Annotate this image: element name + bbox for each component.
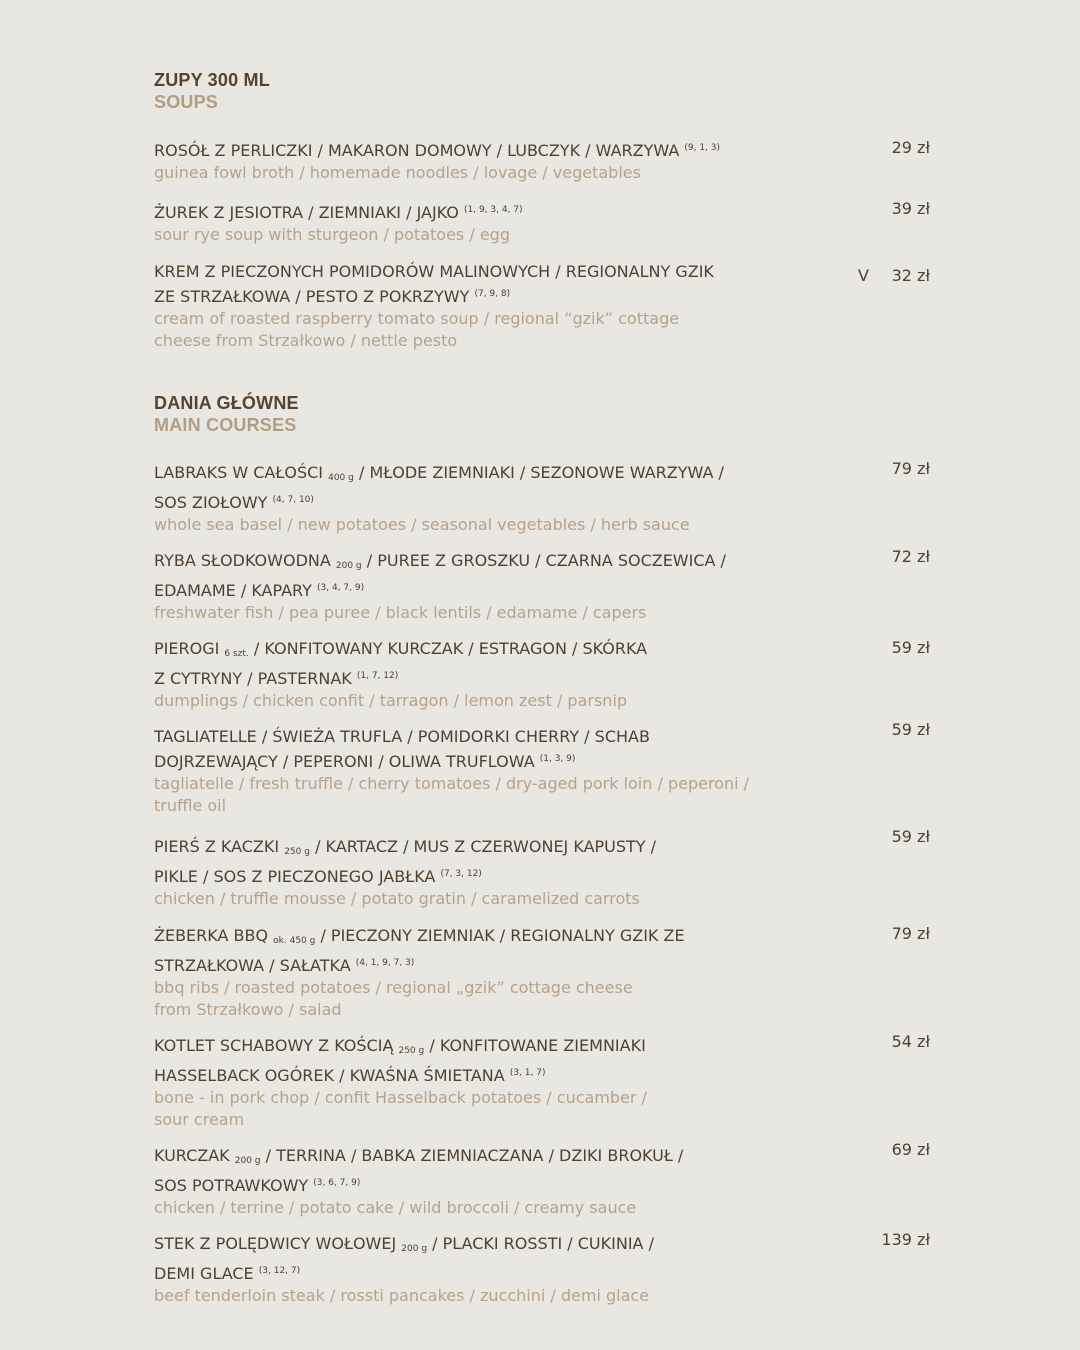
item-price: 54 zł	[891, 1032, 930, 1051]
menu-item	[154, 1230, 934, 1307]
item-price: 32 zł	[891, 266, 930, 285]
allergens: (1, 9, 3, 4, 7)	[463, 205, 523, 215]
item-description: whole sea basel / new potatoes / seasonal vegetables / herb sauce	[154, 515, 690, 534]
item-name: TAGLIATELLE / ŚWIEŻA TRUFLA / POMIDORKI CHERRY / SCHAB DOJRZEWAJĄCY / PEPERONI / OLIWA TRUFLOWA $^{(1, 3, 9)}$	[154, 727, 650, 771]
allergens: (3, 1, 7)	[509, 1068, 546, 1078]
allergens: (1, 3, 9)	[539, 754, 576, 764]
allergens: (4, 1, 9, 7, 3)	[355, 958, 415, 968]
item-name: ŻEBERKA BBQ ok. 450 g / PIECZONY ZIEMNIAK / REGIONALNY GZIK ZE STRZAŁKOWA / SAŁATKA $^{(4, 1, 9, 7, 3)}$	[154, 926, 685, 975]
soups-section-header	[154, 69, 944, 113]
menu-item	[154, 547, 934, 624]
item-price: 72 zł	[891, 547, 930, 566]
allergens: (7, 9, 8)	[474, 289, 511, 299]
item-description: freshwater fish / pea puree / black lentils / edamame / capers	[154, 603, 647, 622]
item-name: PIERŚ Z KACZKI 250 g / KARTACZ / MUS Z CZERWONEJ KAPUSTY / PIKLE / SOS Z PIECZONEGO JABŁKA $^{(7, 3, 12)}$	[154, 837, 657, 886]
weight: 200 g	[234, 1156, 261, 1166]
menu-item	[154, 261, 934, 351]
menu-item	[154, 827, 934, 910]
item-name: PIEROGI 6 szt. / KONFITOWANY KURCZAK / ESTRAGON / SKÓRKA Z CYTRYNY / PASTERNAK $^{(1, 7, 12)}$	[154, 639, 648, 688]
menu-item	[154, 1140, 934, 1219]
allergens: (7, 3, 12)	[440, 869, 482, 879]
weight: 400 g	[328, 473, 354, 483]
item-price: 79 zł	[891, 924, 930, 943]
item-name: KOTLET SCHABOWY Z KOŚCIĄ 250 g / KONFITOWANE ZIEMNIAKI HASSELBACK OGÓREK / KWAŚNA ŚMIETANA $^{(3, 1, 7)}$	[154, 1036, 646, 1085]
allergens: (4, 7, 10)	[272, 495, 314, 505]
item-price: 69 zł	[891, 1140, 930, 1159]
allergens: (9, 1, 3)	[684, 143, 721, 153]
item-description: chicken / terrine / potato cake / wild broccoli / creamy sauce	[154, 1198, 637, 1217]
section-title: DANIA GŁÓWNE	[154, 393, 299, 413]
item-price: 139 zł	[881, 1230, 930, 1249]
weight: 6 szt.	[224, 649, 249, 659]
weight: 250 g	[398, 1046, 425, 1056]
menu-item	[154, 1032, 934, 1130]
item-description: bbq ribs / roasted potatoes / regional „gzik” cottage cheese from Strzałkowo / salad	[154, 978, 633, 1019]
weight: 250 g	[284, 847, 310, 857]
item-price: 29 zł	[891, 138, 930, 157]
mains-section-header	[154, 392, 944, 436]
allergens: (3, 4, 7, 9)	[317, 583, 365, 593]
item-name: RYBA SŁODKOWODNA 200 g / PUREE Z GROSZKU / CZARNA SOCZEWICA / EDAMAME / KAPARY $^{(3, 4, 7, 9)}$	[154, 551, 726, 600]
vegetarian-badge: V	[858, 266, 869, 285]
menu-item	[154, 459, 934, 536]
item-description: guinea fowl broth / homemade noodles / lovage / vegetables	[154, 163, 641, 182]
weight: 200 g	[335, 561, 362, 571]
item-price: 39 zł	[891, 199, 930, 218]
item-description: tagliatelle / fresh truffle / cherry tomatoes / dry-aged pork loin / peperoni / truffle oil	[154, 774, 750, 815]
item-description: beef tenderloin steak / rossti pancakes / zucchini / demi glace	[154, 1286, 650, 1305]
item-price: 79 zł	[891, 459, 930, 478]
item-description: chicken / truffle mousse / potato gratin / caramelized carrots	[154, 889, 640, 908]
menu-item	[154, 199, 934, 246]
allergens: (3, 6, 7, 9)	[313, 1178, 361, 1188]
item-name: KREM Z PIECZONYCH POMIDORÓW MALINOWYCH / REGIONALNY GZIK ZE STRZAŁKOWA / PESTO Z POKRZYWY $^{(7, 9, 8)}$	[154, 262, 714, 306]
item-price: 59 zł	[891, 827, 930, 846]
menu-item	[154, 925, 934, 1020]
item-name: ŻUREK Z JESIOTRA / ZIEMNIAKI / JAJKO $^{(1, 9, 3, 4, 7)}$	[154, 203, 523, 222]
item-name: LABRAKS W CAŁOŚCI 400 g / MŁODE ZIEMNIAKI / SEZONOWE WARZYWA / SOS ZIOŁOWY $^{(4, 7, 10)}$	[154, 463, 724, 512]
menu-item	[154, 638, 934, 712]
item-name: ROSÓŁ Z PERLICZKI / MAKARON DOMOWY / LUBCZYK / WARZYWA $^{(9, 1, 3)}$	[154, 141, 721, 160]
item-price: 59 zł	[891, 720, 930, 739]
menu-item	[154, 137, 934, 184]
item-description: bone - in pork chop / confit Hasselback potatoes / cucamber / sour cream	[154, 1088, 647, 1129]
item-name: STEK Z POLĘDWICY WOŁOWEJ 200 g / PLACKI ROSSTI / CUKINIA / DEMI GLACE $^{(3, 12, 7)}$	[154, 1234, 654, 1283]
item-description: sour rye soup with sturgeon / potatoes / egg	[154, 225, 510, 244]
weight: 200 g	[401, 1244, 428, 1254]
item-price: 59 zł	[891, 638, 930, 657]
section-title: ZUPY 300 ML	[154, 70, 270, 90]
section-subtitle: SOUPS	[154, 92, 219, 112]
section-subtitle: MAIN COURSES	[154, 415, 297, 435]
allergens: (3, 12, 7)	[258, 1266, 301, 1276]
menu-item	[154, 720, 934, 816]
weight: ok. 450 g	[273, 936, 316, 946]
item-name: KURCZAK 200 g / TERRINA / BABKA ZIEMNIACZANA / DZIKI BROKUŁ / SOS POTRAWKOWY $^{(3, 6, 7, 9)}$	[154, 1146, 684, 1195]
item-description: cream of roasted raspberry tomato soup / regional “gzik” cottage cheese from Strzałkowo / nettle pesto	[154, 309, 680, 350]
allergens: (1, 7, 12)	[356, 671, 399, 681]
item-description: dumplings / chicken confit / tarragon / lemon zest / parsnip	[154, 691, 628, 710]
